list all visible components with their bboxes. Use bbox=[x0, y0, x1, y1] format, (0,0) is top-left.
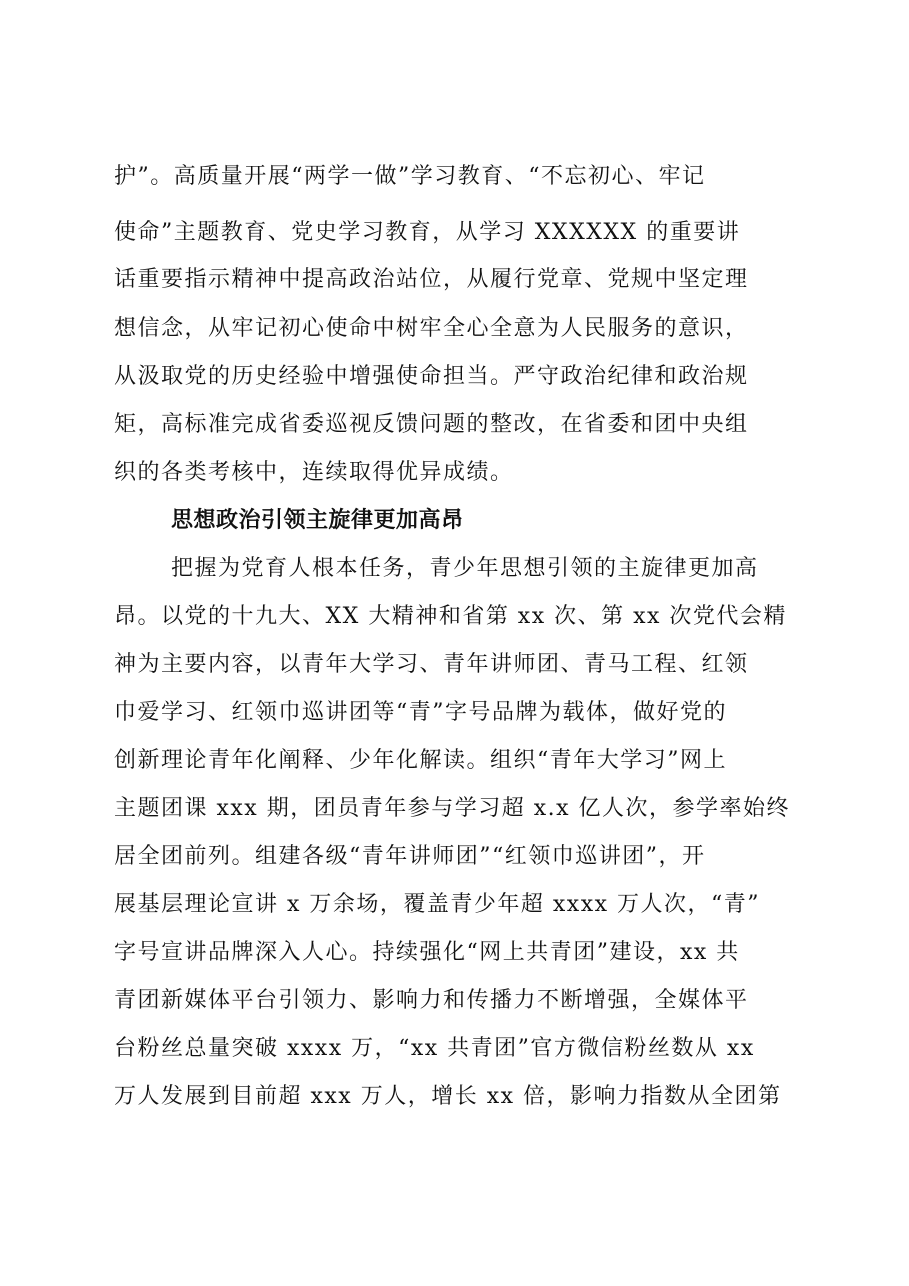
paragraph2-line-1: 把握为党育人根本任务，青少年思想引领的主旋律更加高 bbox=[171, 556, 759, 581]
paragraph1-line-4: 想信念，从牢记初心使命中树牢全心全意为人民服务的意识， bbox=[114, 316, 749, 341]
section-heading: 思想政治引领主旋律更加高昂 bbox=[171, 508, 464, 533]
paragraph2-line-6: 主题团课 xxx 期，团员青年参与学习超 x.x 亿人次，参学率始终 bbox=[114, 796, 791, 821]
paragraph1-line-6: 矩，高标准完成省委巡视反馈问题的整改，在省委和团中央组 bbox=[114, 412, 749, 437]
paragraph2-line-10: 青团新媒体平台引领力、影响力和传播力不断增强，全媒体平 bbox=[114, 988, 749, 1013]
paragraph1-line-3: 话重要指示精神中提高政治站位，从履行党章、党规中坚定理 bbox=[114, 267, 749, 292]
paragraph1-line-7: 织的各类考核中，连续取得优异成绩。 bbox=[114, 460, 514, 485]
paragraph2-line-4: 巾爱学习、红领巾巡讲团等“青”字号品牌为载体，做好党的 bbox=[114, 700, 727, 725]
paragraph1-line-1: 护”。高质量开展“两学一做”学习教育、“不忘初心、牢记 bbox=[114, 164, 706, 189]
paragraph2-line-3: 神为主要内容，以青年大学习、青年讲师团、青马工程、红领 bbox=[114, 652, 749, 677]
paragraph1-line-2: 使命”主题教育、党史学习教育，从学习 XXXXXX 的重要讲 bbox=[114, 220, 741, 245]
paragraph2-line-8: 展基层理论宣讲 x 万余场，覆盖青少年超 xxxx 万人次，“青” bbox=[114, 892, 761, 917]
paragraph2-line-11: 台粉丝总量突破 xxxx 万，“xx 共青团”官方微信粉丝数从 xx bbox=[114, 1036, 755, 1061]
paragraph2-line-2: 昂。以党的十九大、XX 大精神和省第 xx 次、第 xx 次党代会精 bbox=[114, 604, 787, 629]
paragraph2-line-7: 居全团前列。组建各级“青年讲师团”“红领巾巡讲团”，开 bbox=[114, 844, 706, 869]
paragraph1-line-5: 从汲取党的历史经验中增强使命担当。严守政治纪律和政治规 bbox=[114, 364, 749, 389]
paragraph2-line-5: 创新理论青年化阐释、少年化解读。组织“青年大学习”网上 bbox=[114, 748, 727, 773]
paragraph2-line-12: 万人发展到目前超 xxx 万人，增长 xx 倍，影响力指数从全团第 bbox=[114, 1084, 782, 1109]
paragraph2-line-9: 字号宣讲品牌深入人心。持续强化“网上共青团”建设，xx 共 bbox=[114, 940, 740, 965]
